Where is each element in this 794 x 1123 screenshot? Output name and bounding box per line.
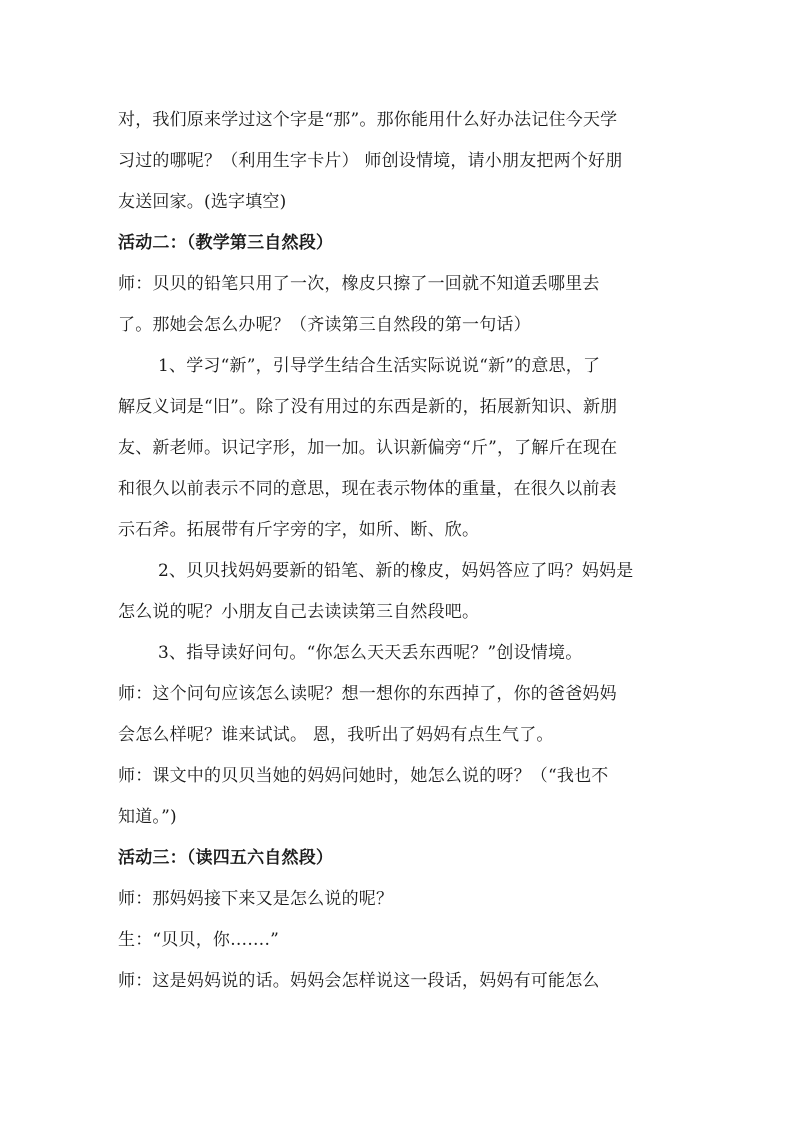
section-heading: 活动二：（教学第三自然段）	[118, 233, 334, 253]
paragraph-line: 对，我们原来学过这个字是“那”。那你能用什么好办法记住今天学	[118, 110, 618, 130]
paragraph-line: 解反义词是“旧”。除了没有用过的东西是新的，拓展新知识、新朋	[118, 397, 618, 417]
paragraph-line: 怎么说的呢？小朋友自己去读读第三自然段吧。	[118, 602, 480, 622]
paragraph-line: 了。那她会怎么办呢？（齐读第三自然段的第一句话）	[118, 315, 531, 335]
numbered-item-line: 1、学习“新”，引导学生结合生活实际说说“新”的意思，了	[158, 356, 601, 376]
paragraph-line: 生：“贝贝，你…….”	[118, 930, 279, 950]
paragraph-line: 习过的哪呢？（利用生字卡片） 师创设情境，请小朋友把两个好朋	[118, 151, 623, 171]
document-body	[118, 100, 678, 1002]
section-heading: 活动三：（读四五六自然段）	[118, 848, 334, 868]
paragraph-line: 师：这是妈妈说的话。妈妈会怎样说这一段话，妈妈有可能怎么	[118, 971, 600, 991]
paragraph-line: 和很久以前表示不同的意思，现在表示物体的重量，在很久以前表	[118, 479, 617, 499]
numbered-item-line: 3、指导读好问句。“你怎么天天丢东西呢？”创设情境。	[158, 643, 583, 663]
paragraph-line: 师：贝贝的铅笔只用了一次，橡皮只擦了一回就不知道丢哪里去	[118, 274, 600, 294]
paragraph-line: 示石斧。拓展带有斤字旁的字，如所、断、欣。	[118, 520, 480, 540]
paragraph-line: 会怎么样呢？谁来试试。 恩，我听出了妈妈有点生气了。	[118, 725, 554, 745]
paragraph-line: 友、新老师。识记字形，加一加。认识新偏旁“斤”，了解斤在现在	[118, 438, 618, 458]
paragraph-line: 师：那妈妈接下来又是怎么说的呢？	[118, 889, 394, 909]
numbered-item-line: 2、贝贝找妈妈要新的铅笔、新的橡皮，妈妈答应了吗？妈妈是	[158, 561, 634, 581]
paragraph-line: 知道。”)	[118, 807, 177, 827]
paragraph-line: 友送回家。(选字填空)	[118, 192, 287, 212]
paragraph-line: 师：这个问句应该怎么读呢？想一想你的东西掉了，你的爸爸妈妈	[118, 684, 617, 704]
paragraph-line: 师：课文中的贝贝当她的妈妈问她时，她怎么说的呀？（“我也不	[118, 766, 609, 786]
